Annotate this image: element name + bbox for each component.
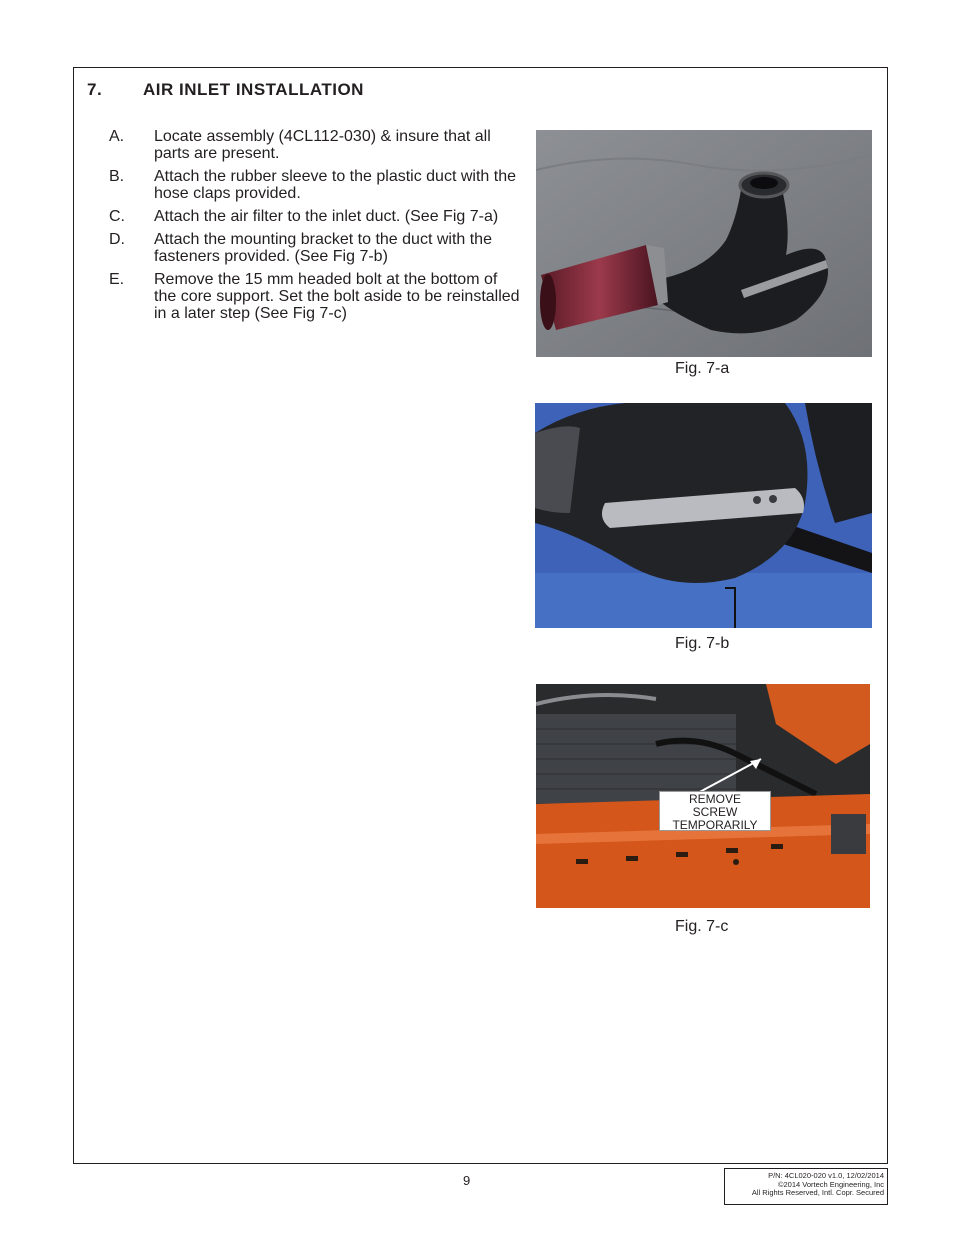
figure-7a-photo: [536, 130, 872, 357]
footer-rights: All Rights Reserved, Intl. Copr. Secured: [751, 1188, 884, 1197]
step-letter: E.: [109, 271, 125, 288]
step-text: Locate assembly (4CL112-030) & insure that all parts are present.: [154, 128, 491, 162]
step-text: Remove the 15 mm headed bolt at the bottom of the core support. Set the bolt aside to be reinstalled in a later step (See Fig 7-c): [154, 271, 520, 322]
figure-7b-caption: Fig. 7-b: [675, 635, 730, 652]
instruction-step-b: [109, 168, 521, 202]
step-letter: A.: [109, 128, 125, 145]
instruction-step-c: [109, 208, 521, 225]
figure-7b-photo: [535, 403, 872, 628]
section-title: AIR INLET INSTALLATION: [143, 80, 364, 99]
section-number: 7.: [87, 80, 103, 99]
step-text: Attach the air filter to the inlet duct. (See Fig 7-a): [154, 208, 499, 225]
step-letter: D.: [109, 231, 125, 248]
step-letter: C.: [109, 208, 125, 225]
page-number: 9: [463, 1173, 471, 1188]
figure-7a-caption: Fig. 7-a: [675, 360, 730, 377]
callout-label: [659, 791, 771, 831]
instruction-step-d: [109, 231, 521, 265]
step-text: Attach the rubber sleeve to the plastic duct with the hose claps provided.: [154, 168, 516, 202]
callout-line: SCREW: [692, 805, 738, 819]
instruction-step-e: [109, 271, 521, 322]
footer-copyright: ©2014 Vortech Engineering, Inc: [777, 1179, 884, 1189]
callout-line: TEMPORARILY: [672, 818, 758, 832]
step-text: Attach the mounting bracket to the duct with the fasteners provided. (See Fig 7-b): [154, 231, 492, 265]
instruction-list: [109, 128, 521, 328]
footer-info-box: [724, 1168, 888, 1205]
instruction-step-a: [109, 128, 521, 162]
callout-line: REMOVE: [688, 792, 741, 806]
step-letter: B.: [109, 168, 125, 185]
figure-7c-caption: Fig. 7-c: [675, 918, 729, 935]
footer-part-number: P/N: 4CL020-020 v1.0, 12/02/2014: [768, 1171, 884, 1180]
